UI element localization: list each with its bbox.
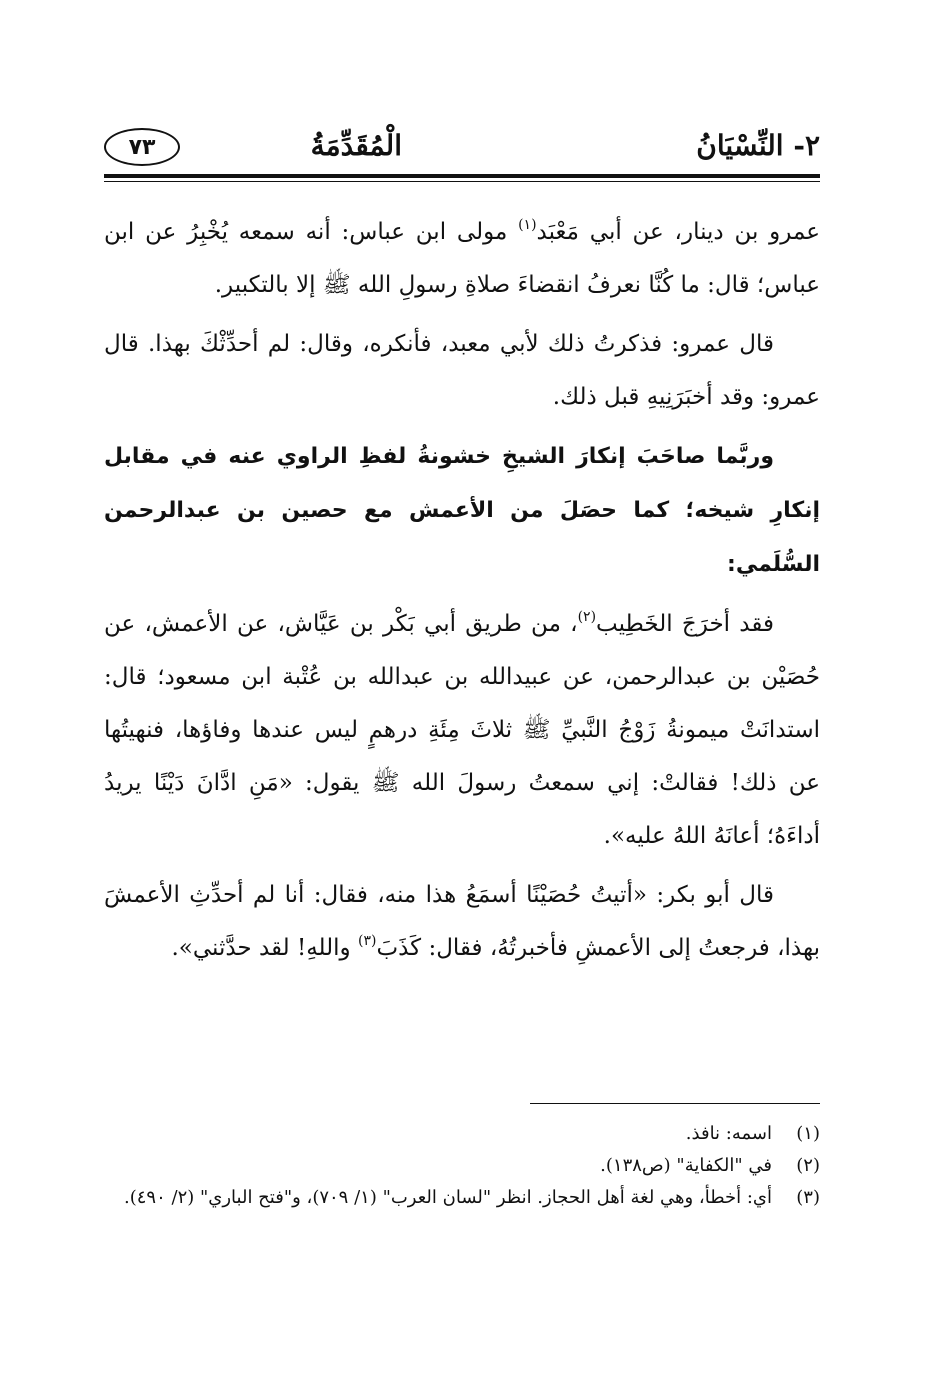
footnote-2 bbox=[104, 1150, 820, 1182]
footnote-2-text: في "الكفاية" (ص١٣٨). bbox=[600, 1155, 772, 1176]
footnote-2-number: (٢) bbox=[796, 1155, 820, 1176]
header-rule-thin bbox=[104, 181, 820, 182]
paragraph-5-end: واللهِ! لقد حدَّثني». bbox=[171, 935, 358, 961]
main-text bbox=[104, 206, 820, 981]
page-number: ٧٣ bbox=[104, 128, 180, 166]
page-header bbox=[104, 118, 820, 180]
footnote-3 bbox=[104, 1182, 820, 1214]
footnote-1-text: اسمه: نافذ. bbox=[685, 1123, 772, 1144]
section-title: الْمُقَدِّمَةُ bbox=[310, 129, 402, 162]
footnote-1-number: (١) bbox=[796, 1123, 820, 1144]
paragraph-3-bold: وربَّما صاحَبَ إنكارَ الشيخِ خشونةُ لفظِ الراوي عنه في مقابل إنكارِ شيخه؛ كما حصَلَ من الأعمش مع حصين بن عبدالرحمن السُّلَمي: bbox=[104, 444, 820, 577]
footnote-1 bbox=[104, 1118, 820, 1150]
footnotes bbox=[104, 1118, 820, 1214]
paragraph-4-end: ، من طريق أبي بَكْر بن عَيَّاش، عن الأعمش، عن حُصَيْن بن عبدالرحمن، عن عبيدالله بن عبدالله بن عُتْبة ابن مسعود؛ قال: استدانَتْ ميمونةُ زَوْجُ النَّبيِّ ﷺ ثلاثَ مِئَةِ درهمٍ ليس عندها وفاؤها، فنهيتُها عن ذلك! فقالتْ: إني سمعتُ رسولَ الله ﷺ يقول: «مَنِ ادَّانَ دَيْنًا يريدُ أداءَهُ؛ أعانَهُ اللهُ عليه». bbox=[104, 611, 820, 849]
header-rule-thick bbox=[104, 174, 820, 178]
chapter-title: ٢- النِّسْيَانُ bbox=[696, 129, 820, 162]
paragraph-4 bbox=[104, 598, 820, 863]
paragraph-2: قال عمرو: فذكرتُ ذلك لأبي معبد، فأنكره، وقال: لم أحدِّثْكَ بهذا. قال عمرو: وقد أخبَرَنِيهِ قبل ذلك. bbox=[104, 331, 820, 410]
paragraph-5-start: قال أبو بكر: «أتيتُ حُصَيْنًا أسمَعُ هذا منه، فقال: أنا لم أحدِّثِ الأعمشَ بهذا، فرجعتُ إلى الأعمشِ فأخبرتُهُ، فقال: كَذَبَ bbox=[104, 882, 820, 961]
paragraph-1 bbox=[104, 206, 820, 312]
paragraph-1-start: عمرو بن دينار، عن أبي مَعْبَد bbox=[536, 219, 820, 245]
footnote-separator bbox=[530, 1103, 820, 1104]
paragraph-5 bbox=[104, 869, 820, 975]
paragraph-1-end: مولى ابن عباس: أنه سمعه يُخْبِرُ عن ابن عباس؛ قال: ما كُنَّا نعرفُ انقضاءَ صلاةِ رسولِ الله ﷺ إلا بالتكبير. bbox=[104, 219, 820, 298]
footnote-3-text: أي: أخطأ، وهي لغة أهل الحجاز. انظر "لسان العرب" (١/ ٧٠٩)، و"فتح الباري" (٢/ ٤٩٠). bbox=[124, 1187, 772, 1208]
footnote-ref-2[interactable]: (٢) bbox=[577, 609, 597, 625]
footnote-ref-3[interactable]: (٣) bbox=[357, 933, 377, 949]
footnote-3-number: (٣) bbox=[796, 1187, 820, 1208]
footnote-ref-1[interactable]: (١) bbox=[518, 217, 537, 233]
paragraph-4-start: فقد أخرَجَ الخَطِيب bbox=[596, 611, 774, 637]
